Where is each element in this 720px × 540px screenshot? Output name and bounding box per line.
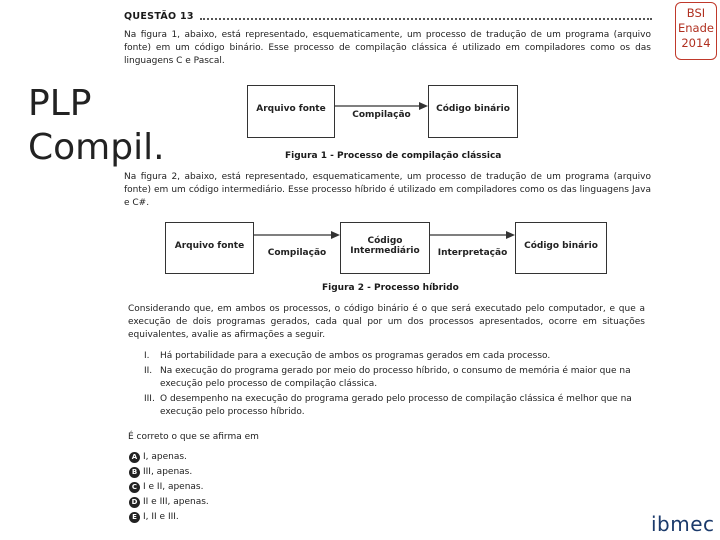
paragraph-3: Considerando que, em ambos os processos, o código binário é o que será executado pelo computador, e que a execução de dois programas gerados, cada qual por um dos processos apresentados, ocorre em situações equivalentes, avalie as afirmações a seguir. xyxy=(128,304,645,340)
paragraph-1: Na figura 1, abaixo, está representado, esquematicamente, um processo de tradução de um programa (arquivo fonte) em um código binário. Esse processo de compilação clássica é utilizado em compiladores como os das linguagens C e Pascal. xyxy=(124,30,651,66)
question-title: QUESTÃO 13 xyxy=(124,11,194,22)
figure1-source-label: Arquivo fonte xyxy=(256,104,326,114)
figure2-caption: Figura 2 - Processo híbrido xyxy=(322,283,459,293)
figure1-target-box xyxy=(428,85,518,138)
figure1-target-label: Código binário xyxy=(436,104,510,114)
statement-text: Há portabilidade para a execução de ambos os programas gerados em cada processo. xyxy=(160,351,551,361)
option-c-text: I e II, apenas. xyxy=(143,482,204,492)
figure1-caption: Figura 1 - Processo de compilação clássica xyxy=(285,151,502,161)
option-e-text: I, II e III. xyxy=(143,512,179,522)
option-c[interactable] xyxy=(129,481,209,494)
statement-text: O desempenho na execução do programa gerado pelo processo de compilação clássica é melhor que na execução pelo processo híbrido. xyxy=(160,394,632,417)
option-e-letter: E xyxy=(129,512,140,523)
option-b[interactable] xyxy=(129,466,209,479)
figure2-middle-box xyxy=(340,222,430,274)
statement-item xyxy=(144,350,644,363)
option-c-letter: C xyxy=(129,482,140,493)
statement-item xyxy=(144,365,644,391)
option-b-letter: B xyxy=(129,467,140,478)
paragraph-2: Na figura 2, abaixo, está representado, esquematicamente, um processo de tradução de um programa (arquivo fonte) em um código intermediário. Esse processo híbrido é utilizado em compiladores como os das linguagens Java e C#. xyxy=(124,172,651,208)
option-d-letter: D xyxy=(129,497,140,508)
answer-options xyxy=(129,451,209,524)
option-a-letter: A xyxy=(129,452,140,463)
figure2-middle-label-1: Código xyxy=(367,236,403,246)
figure2-target-box xyxy=(515,222,607,274)
option-d[interactable] xyxy=(129,496,209,509)
statement-number: III. xyxy=(144,394,155,404)
option-b-text: III, apenas. xyxy=(143,467,193,477)
figure2-step2-label: Interpretação xyxy=(437,248,508,258)
answer-prompt: É correto o que se afirma em xyxy=(128,432,259,442)
figure2-source-label: Arquivo fonte xyxy=(174,241,245,251)
badge-line-1: BSI xyxy=(686,6,706,20)
statement-item xyxy=(144,393,644,419)
figure1-source-box xyxy=(247,85,335,138)
statement-text: Na execução do programa gerado por meio do processo híbrido, o consumo de memória é maior que na execução pelo processo de compilação clássica. xyxy=(160,366,631,389)
ibmec-logo: ibmec xyxy=(651,512,715,536)
badge-line-2: Enade xyxy=(678,21,714,35)
option-a-text: I, apenas. xyxy=(143,452,187,462)
statement-number: I. xyxy=(144,351,150,361)
title-divider xyxy=(200,18,652,20)
badge-line-3: 2014 xyxy=(681,36,711,50)
statements-list xyxy=(144,350,644,419)
slide-title-line-2: Compil. xyxy=(28,127,165,168)
figure2-target-label: Código binário xyxy=(524,241,598,251)
enade-badge xyxy=(675,2,717,60)
option-d-text: II e III, apenas. xyxy=(143,497,209,507)
figure1-step-label: Compilação xyxy=(352,110,411,120)
figure2-step1-label: Compilação xyxy=(267,248,327,258)
figure2-source-box xyxy=(165,222,254,274)
option-e[interactable] xyxy=(129,511,209,524)
slide-title xyxy=(28,82,165,170)
figure2-arrow-1 xyxy=(254,229,342,243)
figure2-arrow-2 xyxy=(430,229,517,243)
figure2-middle-label-2: Intermediário xyxy=(350,246,420,256)
statement-number: II. xyxy=(144,366,153,376)
option-a[interactable] xyxy=(129,451,209,464)
slide-title-line-1: PLP xyxy=(28,83,92,124)
